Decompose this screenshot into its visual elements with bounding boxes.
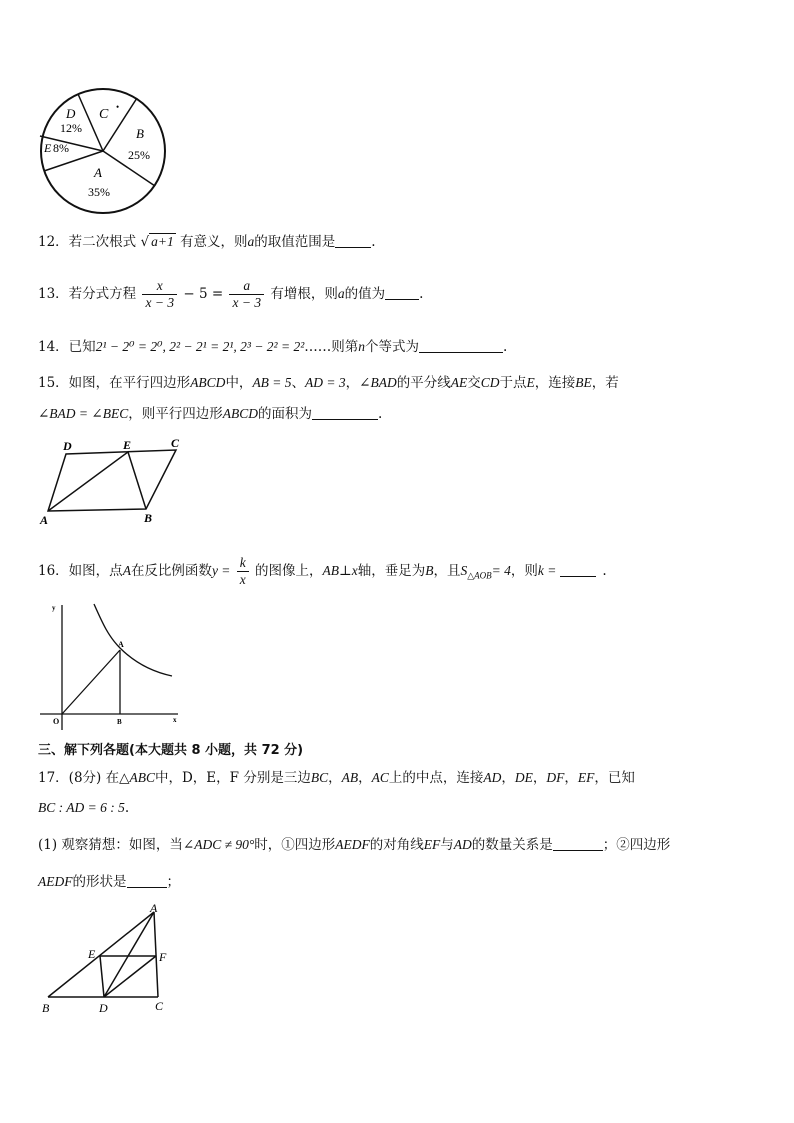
y-axis-label: y (52, 604, 56, 612)
point-a-label: A (118, 640, 124, 649)
point-e-label: E (88, 947, 96, 961)
point-b-label: B (117, 718, 122, 726)
parallelogram-figure (36, 434, 196, 526)
question-15-line1: 15．如图，在平行四边形ABCD中，AB = 5、AD = 3，∠BAD的平分线AE交CD于点E，连接BE，若 (38, 375, 619, 391)
pie-label-a: A (94, 165, 102, 180)
question-17-part1-line1: (1) 观察猜想：如图，当∠ADC ≠ 90°时，①四边形AEDF的对角线EF与AD的数量关系是 ；②四边形 (38, 837, 671, 853)
point-f-label: F (159, 950, 167, 964)
point-d-label: D (63, 439, 72, 453)
pie-mark-c: • (116, 102, 120, 112)
answer-blank-13[interactable] (385, 285, 419, 300)
point-e-label: E (123, 438, 132, 452)
question-17-line2: BC : AD = 6 : 5. (38, 800, 130, 816)
pie-value-d: 12% (60, 121, 82, 135)
answer-blank-12[interactable] (335, 233, 371, 248)
pie-value-a: 35% (88, 185, 110, 199)
answer-blank-17-1a[interactable] (553, 836, 603, 851)
inverse-function-graph (38, 600, 183, 732)
point-a-label: A (150, 901, 158, 915)
pie-label-d: D (66, 106, 76, 121)
pie-value-b: 25% (128, 148, 150, 162)
pie-label-c: C (99, 107, 109, 122)
question-12: 12．若二次根式 √ a+1 有意义，则a的取值范围是 . (38, 234, 376, 250)
point-d-label: D (99, 1001, 108, 1015)
pie-label-b: B (136, 126, 144, 141)
origin-label: O (53, 717, 60, 726)
question-17-part1-line2: AEDF的形状是 ； (38, 874, 180, 890)
question-16: 16．如图，点A在反比例函数y = $\frac{k}{x}$ 的图像上，AB⊥x轴，垂足为B，且$S_{\triangle AOB}= 4$，则k = . (38, 555, 607, 587)
answer-blank-14[interactable] (419, 338, 503, 353)
question-13: 13．若分式方程 $\frac{x}{x - 3}$ − 5 = $\frac{a}{x - 3}$ 有增根，则a的值为 . (38, 278, 424, 310)
question-14: 14．已知2¹ − 2⁰ = 2⁰, 2² − 2¹ = 2¹, 2³ − 2² = 2²……则第n个等式为 . (38, 339, 508, 355)
point-c-label: C (171, 436, 180, 450)
point-b-label: B (42, 1001, 50, 1015)
point-c-label: C (155, 999, 164, 1013)
point-b-label: B (144, 511, 153, 525)
pie-chart (36, 84, 170, 218)
answer-blank-15[interactable] (312, 405, 378, 420)
question-17-line1: 17．(8分) 在△ABC中，D，E，F 分别是三边BC，AB，AC上的中点，连接AD，DE，DF，EF，已知 (38, 770, 635, 786)
pie-value-e: 8% (53, 141, 69, 155)
section-3-heading: 三、解下列各题(本大题共 8 小题，共 72 分) (38, 743, 304, 758)
question-15-line2: ∠BAD = ∠BEC，则平行四边形ABCD的面积为 . (38, 406, 383, 422)
pie-label-e: E (44, 141, 52, 155)
answer-blank-17-1b[interactable] (127, 873, 167, 888)
x-axis-label: x (173, 716, 177, 724)
point-a-label: A (40, 513, 49, 526)
answer-blank-16[interactable] (560, 562, 596, 577)
triangle-midpoints-figure (38, 900, 178, 1018)
